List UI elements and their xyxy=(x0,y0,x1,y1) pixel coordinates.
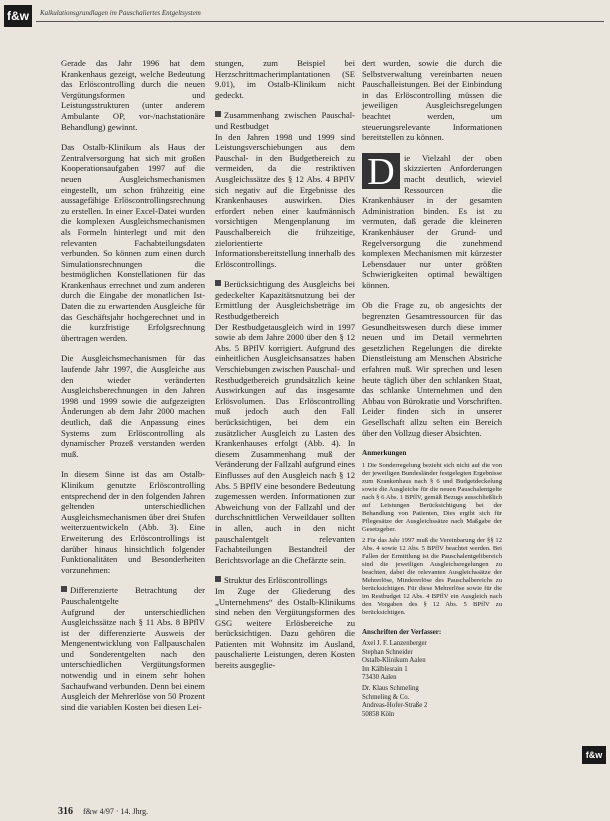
paragraph: Aufgrund der unterschiedlichen Ausgleichssätze nach § 11 Abs. 8 BPflV ist der differenzierte Ausweis der Mengenentwicklung von Fallpauschalen und Sonderentgelten nach den unterschiedlichen Vergütungsformen notwendig und in einem sehr hohen Sachaufwand verbunden. Denn bei einem Ausgleich der Mehrerlöse von 50 Prozent sind die variablen Kosten bei diesen Lei- xyxy=(61,606,205,712)
bullet-square-icon xyxy=(215,576,221,582)
page-footer xyxy=(58,806,148,817)
paragraph: In diesem Sinne ist das am Ostalb-Klinikum genutzte Erlöscontrolling entsprechend der in den folgenden Jahren geltenden unterschiedlichen Ausgleichsmechanismen über drei Stufen weiterzuentwickeln (Abb. 3). Eine Erweiterung des Erlöscontrollings ist darüber hinaus hinsichtlich folgender Funktionalitäten und Besonderheiten vorzunehmen: xyxy=(61,469,205,575)
section-heading: Differenzierte Betrachtung der Pauschalentgelte xyxy=(61,585,205,606)
page-header xyxy=(0,0,610,30)
journal-logo: f&w xyxy=(4,5,32,27)
bullet-square-icon xyxy=(215,111,221,117)
paragraph: dert wurden, sowie die durch die Selbstverwaltung vereinbarten neuen Pauschalleistungen. Bei der Einbindung in das Erlöscontrolling müssen die jeweiligen Ausgleichsregelungen beachtet werden, um steuerungsrelevante Informationen bereitstellen zu können. xyxy=(362,58,502,143)
notes-title: Anmerkungen xyxy=(362,449,407,458)
paragraph: Gerade das Jahr 1996 hat dem Krankenhaus gezeigt, welche Bedeutung das Erlöscontrolling durch die neuen Vergütungsformen und Leistungsstrukturen (unter anderem Ambulante OP, vor-/nachstationäre Behandlung) gewinnt. xyxy=(61,58,205,132)
page-number: 316 xyxy=(58,806,73,817)
drop-cap: D xyxy=(362,153,400,189)
paragraph: In den Jahren 1998 und 1999 sind Leistungsverschiebungen aus dem Pauschal- in den Budgetbereich zu vermeiden, da die restriktiven Ausgleichssätze des § 12 Abs. 4 BPflV sich negativ auf die Ergebnisse des Krankenhauses auswirken. Dies erfordert neben einer kaufmännisch vorsichtigen Mengenplanung im Pauschalbereich die frühzeitige, zielorientierte Informationsbereitstellung innerhalb des Erlöscontrollings. xyxy=(215,131,355,269)
corner-logo: f&w xyxy=(582,746,606,764)
column-2 xyxy=(215,58,355,681)
paragraph: stungen, zum Beispiel bei Herzschrittmacherimplantationen (SE 9.01), im Ostalb-Klinikum nicht gedeckt. xyxy=(215,58,355,100)
column-1 xyxy=(61,58,205,722)
footnote: 2 Für das Jahr 1997 muß die Vereinbarung der §§ 12 Abs. 4 sowie 12 Abs. 5 BPflV beachtet werden. Bei Fallen der Ermittlung ist die Pauschalentgeltbereich sind die jeweiligen Ausgleichsregelungen zu beachten, dabei die relevanten Ausgleichssätze der Mehrerlöse, Mindererlöse des Pauschalbereichs zu berücksichtigen. Für diese Mehrerlöse sowie für die im Restbudget 12 Abs. 4 BPflV ein Ausgleich nach den Vorgaben des § 12 Abs. 5 BPflV zu berücksichtigen. xyxy=(362,536,502,616)
column-3 xyxy=(362,58,502,719)
paragraph: Im Zuge der Gliederung des „Unternehmens“ des Ostalb-Klinikums sind neben den Vergütungsformen des GSG weitere Erlösbereiche zu berücksichtigen. Dazu gehören die Patienten mit Wohnsitz im Ausland, pauschalierte Leistungen, deren Kosten bereits ausgeglie- xyxy=(215,585,355,671)
paragraph: Ob die Frage zu, ob angesichts der begrenzten Gesamtressourcen für das Gesundheitswesen durch diese immer neuen und im Detail vermehrten gesetzlichen Regelungen die direkte Dienstleistung am Menschen Abstriche erfahren muß. Wir sprechen und lesen heute täglich über den schlanken Staat, das schlanke Unternehmen und den Abbau von Bürokratie und Vorschriften. Leider finden sich in unserer Gesellschaft allzu selten ein Bereich über den Vollzug dieser Absichten. xyxy=(362,300,502,438)
paragraph: Der Restbudgetausgleich wird in 1997 sowie ab dem Jahre 2000 über den § 12 Abs. 5 BPflV korrigiert. Aufgrund des einheitlichen Ausgleichsansatzes haben Verschiebungen zwischen Pauschal- und Restbudgetbereich grundsätzlich keine Auswirkungen auf das insgesamte Erlösvolumen. Das Erlöscontrolling muß jedoch auch den Fall berücksichtigen, bei dem ein zusätzlicher Ausgleich zu Lasten des Krankenhauses erfolgt (Abb. 4). In diesem Zusammenhang muß der Veränderung der Fallzahl aufgrund eines Einflusses auf den Ausgleich nach § 12 Abs. 5 BPflV eine besondere Bedeutung zugemessen werden. Informationen zur Abweichung von der Fallzahl und der durchschnittlichen Verweildauer sollten in allen, auch in den nicht pauschalentgelt relevanten Fachabteilungen Bestandteil der Berichtsvorlage an die Chefärzte sein. xyxy=(215,321,355,565)
issue-info: f&w 4/97 · 14. Jhrg. xyxy=(83,807,149,816)
footnote: 1 Die Sonderregelung bezieht sich nicht auf die von der jeweiligen Bundesländer festgelegten Ergebnisse zum Krankenhaus nach § 6 und Budgetdeckelung sowie die Ausgleiche für die neuen Pauschalentgelte nach § 6 Abs. 1 BPflV, gemäß Bezugs ausschließlich auf Leistungen Berücksichtigung bei der Behandlung von Patienten, Dies ergibt sich für Pflegesätze der Ausgleichssätze nach Maßgabe der Gesetzgeber. xyxy=(362,461,502,533)
running-head: Kalkulationsgrundlagen im Pauschaliertes Entgeltsystem xyxy=(40,9,201,17)
header-rule xyxy=(36,21,604,22)
address-title: Anschriften der Verfasser: xyxy=(362,627,442,636)
section-heading: Zusammenhang zwischen Pauschal- und Restbudget xyxy=(215,110,355,131)
author-address: Axel J. F. Lanzenberger Stephan Schneider Ostalb-Klinikum Aalen Im Kälblesrain 1 73430 Aalen xyxy=(362,640,427,681)
bullet-square-icon xyxy=(61,586,67,592)
paragraph: D ie Vielzahl der oben skizzierten Anforderungen macht deutlich, wieviel Ressourcen die Krankenhäuser in der gesamten Administration binden. Es ist zu vermuten, daß gerade die kleineren Krankenhäuser der Grund- und Regelversorgung die zunehmend komplexen Mechanismen mit kürzester Lebensdauer nur unter größten Schwierigkeiten optimal bewältigen können. xyxy=(362,150,502,290)
section-heading: Berücksichtigung des Ausgleichs bei gedeckelter Kapazitätsnutzung bei der Ermittlung der Ausgleichsbeträge im Restbudgetbereich xyxy=(215,279,355,322)
bullet-square-icon xyxy=(215,280,221,286)
paragraph: Das Ostalb-Klinikum als Haus der Zentralversorgung hat sich mit großen Kooperationsaufgaben 1997 auf die neuen Ausgleichsmechanismen eingestellt, um schon frühzeitig eine aussagefähige Erlöscontrollingsrechnung zu erstellen. In einer Excel-Datei wurden die komplexen Ausgleichsmechanismen als Formeln hinterlegt und mit den relevanten Fachabteilungsdaten verbunden. So können zum einen durch Simulationsrechnungen die bestmöglichen Konstellationen für das Krankenhaus errechnet und zum anderen durch die Eingabe der monatlichen Ist-Daten die zu erwartenden Ausgleiche für das Geschäftsjahr hochgerechnet und in die kurzfristige Erfolgsrechnung übertragen werden. xyxy=(61,142,205,343)
paragraph: Die Ausgleichsmechanismen für das laufende Jahr 1997, die Ausgleiche aus den wieder veränderten Ausgleichsberechnungen in den Jahren 1998 und 1999 sowie die aufgezeigten Änderungen ab dem Jahr 2000 machen deutlich, daß die Anpassung eines Systems zum Erlöscontrolling als dynamischer Prozeß verstanden werden muß. xyxy=(61,353,205,459)
section-heading: Struktur des Erlöscontrollings xyxy=(215,575,355,586)
author-address: Dr. Klaus Schmeling Schmeling & Co. Andreas-Hofer-Straße 2 50858 Köln xyxy=(362,685,428,718)
